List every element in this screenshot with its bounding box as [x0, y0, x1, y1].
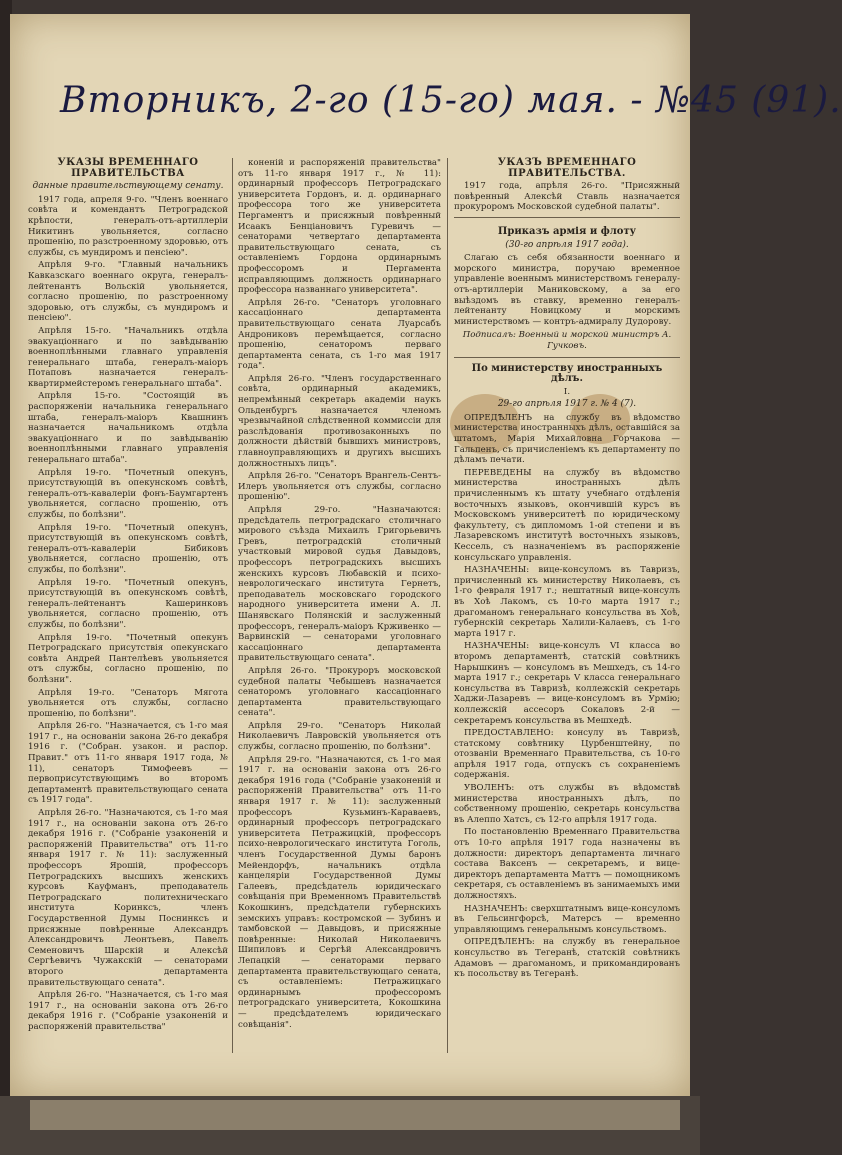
column-rule: [232, 158, 233, 1053]
ministry-number: I.: [563, 386, 571, 397]
column-1-paragraphs: [28, 195, 228, 1033]
army-order-box: [454, 217, 680, 358]
paragraph: Апрѣля 15-го. "Начальникъ отдѣла эвакуаціоннаго и по завѣдыванію военноплѣнными главнаго управленія генеральнаго штаба, генералъ-маіоръ Потаповъ назначается генералъ-квартирмейстеромъ генеральнаго штаба".: [28, 325, 228, 389]
column-1: [28, 158, 228, 1053]
paragraph: Апрѣля 29-го. "Назначаются: предсѣдатель петроградскаго столичнаго мирового съѣзда Михаилъ Григорьевичъ Гревъ, петроградскій столичный участковый мировой судья Давыдовъ, профессоръ петроградскихъ высшихъ женскихъ курсовъ Любавскій и психо-неврологическаго института Гернетъ, преподаватель московскаго городского народного университета имени А. Л. Шанявскаго Полянскій и заслуженный профессоръ, генералъ-маіоръ Крживенко — Варвинскій — сенаторами уголовнаго кассаціоннаго департамента правительствующаго сената".: [238, 505, 441, 664]
army-order-signature: Подписалъ: Военный и морской министръ А. Гучковъ.: [462, 330, 672, 351]
paragraph: НАЗНАЧЕНЫ: вице-консулъ VI класса во второмъ департаментѣ, статскій совѣтникъ Нарышкинъ — консуломъ въ Мешхедъ, съ 14-го марта 1917 г.; секретарь V класса генеральнаго консульства въ Тавризѣ, коллежскій секретарь Хаджи-Лазаревъ — вице-консуломъ въ Урмію; коллежскій ассесоръ Сокаловъ 2-й — секретаремъ консульства въ Мешхедѣ.: [454, 641, 680, 726]
paragraph: 1917 года, апреля 9-го. "Членъ военнаго совѣта и комендантъ Петроградской крѣпости, генералъ-отъ-артиллеріи Никитинъ увольняется, согласно прошенію, по разстроенному здоровью, отъ службы, съ мундиромъ и пенсіею".: [28, 194, 228, 258]
paragraph: Апрѣля 26-го. "Назначаются, съ 1-го мая 1917 г., на основаніи закона отъ 26-го декабря 1916 г. ("Собраніе узаконеній и распоряженій Правительства" отъ 11-го января 1917 г. № 11): заслуженный профессоръ Ярошій, профессоръ Петроградскихъ высшихъ женскихъ курсовъ Кауфманъ, преподаватель Петроградскаго политехническаго института Коринксъ, членъ Государственной Думы Поснинксъ и присяжные повѣренные Александръ Александровичъ Леонтьевъ, Павелъ Семеновичъ Шарскій и Алексѣй Сергѣевичъ Чужакскій — сенаторами второго департамента правительствующаго сената".: [28, 808, 228, 988]
paragraph: Апрѣля 26-го. "Прокуроръ московской судебной палаты Чебышевъ назначается сенаторомъ уголовнаго кассаціоннаго департамента правительствующаго сената".: [238, 665, 441, 719]
paragraph: НАЗНАЧЕНЪ: сверхштатнымъ вице-консуломъ въ Гельсингфорсѣ, Матерсъ — временно управляющимъ генеральнымъ консульствомъ.: [454, 903, 680, 935]
column-2-paragraphs: [238, 158, 441, 1030]
paper-edge: [30, 1100, 680, 1130]
handwritten-header: Вторникъ, 2-го (15-го) мая. - №45 (91).: [60, 80, 842, 121]
column-rule: [447, 158, 448, 1053]
ministry-paragraphs: [454, 413, 680, 980]
column-3: [454, 158, 680, 1053]
paragraph: Апрѣля 26-го. "Сенаторъ уголовнаго кассаціоннаго департамента правительствующаго сената Луарсабъ Андрониковъ перемѣщается, согласно прошенію, сенаторомъ перваго департамента сената, съ 1-го мая 1917 года".: [238, 297, 441, 372]
paragraph: УВОЛЕНЪ: отъ службы въ вѣдомствѣ министерства иностранныхъ дѣлъ, по собственному прошенію, секретарь консульства въ Алеппо Хатсъ, съ 12-го апрѣля 1917 года.: [454, 783, 680, 825]
paragraph: ПЕРЕВЕДЕНЫ на службу въ вѣдомство министерства иностранныхъ дѣлъ причисленнымъ къ штату учебнаго отдѣленія восточныхъ языковъ, окончившій курсъ въ Московскомъ университетѣ по юридическому факультету, съ дипломомъ 1-ой степени и въ Лазаревскомъ институтѣ восточныхъ языковъ, Кессель, съ назначеніемъ въ распоряженіе консульскаго управленія.: [454, 467, 680, 563]
paragraph: Апрѣля 9-го. "Главный начальникъ Кавказскаго военнаго округа, генералъ-лейтенантъ Вольскій увольняется, согласно прошенію, по разстроенному здоровью, отъ службы, съ мундиромъ и пенсіею".: [28, 260, 228, 324]
paragraph: Апрѣля 19-го. "Почетный опекунъ, присутствующій въ опекунскомъ совѣтѣ, генералъ-отъ-кавалеріи фонъ-Баумгартенъ увольняется, согласно прошенію, отъ службы, по болѣзни".: [28, 467, 228, 520]
paragraph: Апрѣля 29-го. "Сенаторъ Николай Николаевичъ Лавровскій увольняется отъ службы, согласно прошенію, по болѣзни".: [238, 720, 441, 753]
paragraph: По постановленію Временнаго Правительства отъ 10-го апрѣля 1917 года назначены въ должности: директоръ департамента личнаго состава Ваксенъ — секретаремъ, и вице-директоръ департамента Маттъ — помощникомъ секретаря, съ оставленіемъ въ занимаемыхъ ими должностяхъ.: [454, 827, 680, 901]
paragraph: Апрѣля 26-го. "Назначается, съ 1-го мая 1917 г., на основаніи закона 26-го декабря 1916 г. ("Собран. узакон. и распор. Правит." отъ 11-го января 1917 года, № 11), сенаторъ Тимофеевъ — первоприсутствующимъ во второмъ департаментѣ правительствующаго сената съ 1917 года".: [28, 721, 228, 806]
army-order-heading: Приказъ армія и флоту: [497, 225, 637, 237]
decree-subheading: данные правительствующему сенату.: [32, 181, 224, 192]
paragraph: ПРЕДОСТАВЛЕНО: консулу въ Тавризѣ, статскому совѣтнику Цурбенштейну, по отозваніи Временнаго Правительства, съ 10-го апрѣля 1917 года, отпускъ съ сохраненіемъ содержанія.: [454, 728, 680, 781]
ministry-heading: По министерству иностранныхъ дѣлъ.: [471, 362, 663, 385]
paragraph: Апрѣля 19-го. "Почетный опекунъ Петроградскаго присутствія опекунскаго совѣта Андрей Пантелѣевъ увольняется отъ службы, согласно прошенію, по болѣзни".: [28, 632, 228, 685]
paragraph: Апрѣля 19-го. "Почетный опекунъ, присутствующій въ опекунскомъ совѣтѣ, генералъ-отъ-кавалеріи Бибиковъ увольняется, согласно прошенію, отъ службы, по болѣзни".: [28, 522, 228, 575]
paragraph: ОПРЕДѢЛЕНЪ на службу въ вѣдомство министерства иностранныхъ дѣлъ, оставшійся за штатомъ, Марія Михайловна Горчакова — Гальпенъ, съ причисленіемъ къ департаменту по дѣламъ печати.: [454, 412, 680, 466]
army-order-date: (30-го апрѣля 1917 года).: [505, 239, 629, 250]
paragraph: Апрѣля 19-го. "Почетный опекунъ, присутствующій въ опекунскомъ совѣтѣ, генералъ-лейтенантъ Кашеринковъ увольняется, согласно прошенію, отъ службы, по болѣзни".: [28, 577, 228, 630]
paragraph: Апрѣля 29-го. "Назначаются, съ 1-го мая 1917 г. на основаніи закона отъ 26-го декабря 1916 года ("Собраніе узаконеній и распоряженій Правительства" отъ 11-го января 1917 г. № 11): заслуженный профессоръ Кузьминъ-Караваевъ, ординарный профессоръ петроградскаго университета Петражицкій, профессоръ психо-неврологическаго института Гоголь, членъ Государственной Думы баронъ Мейендорфъ, начальникъ отдѣла канцеляріи Государственной Думы Галеевъ, предсѣдатель юридическаго совѣщанія при Временномъ Правительствѣ Кокошкинъ, предсѣдатели губернскихъ земскихъ управъ: костромской — Зубинъ и тамбовской — Давыдовъ, и присяжные повѣренные: Николай Николаевичъ Шипиловъ и Сергѣй Александровичъ Лепацкій — сенаторами перваго департамента правительствующаго сената, съ оставленіемъ: Петражицкаго ординарнымъ профессоромъ петроградскаго университета, Кокошкина — предсѣдателемъ юридическаго совѣщанія".: [238, 754, 441, 1030]
army-order-text: Слагаю съ себя обязанности военнаго и морского министра, поручаю временное управленіе военнымъ министерствомъ генералу-отъ-артиллеріи Маниковскому, а за его выѣздомъ въ ставку, временно генералъ-лейтенанту Новицкому и морскимъ министерствомъ — контръ-адмиралу Дудорову.: [454, 253, 680, 327]
decree-text: 1917 года, апрѣля 26-го. "Присяжный повѣренный Алексѣй Ставль назначается прокуроромъ Московской судебной палаты".: [454, 181, 680, 213]
column-2: [238, 158, 441, 1053]
paragraph: Апрѣля 15-го. "Состоящій въ распоряженіи начальника генеральнаго штаба, генералъ-маіоръ Квашнинъ назначается начальникомъ отдѣла эвакуаціоннаго и по завѣдыванію военноплѣнными главнаго управленія генеральнаго штаба".: [28, 391, 228, 466]
paragraph: Апрѣля 26-го. "Членъ государственнаго совѣта, ординарный академикъ, непремѣнный секретарь академіи наукъ Ольденбургъ назначается членомъ чрезвычайной слѣдственной коммиссіи для разслѣдованія противозаконныхъ по должности дѣйствій бывшихъ министровъ, главноуправляющихъ и другихъ высшихъ должностныхъ лицъ".: [238, 373, 441, 469]
paragraph: Апрѣля 26-го. "Назначается, съ 1-го мая 1917 г., на основаніи закона отъ 26-го декабря 1916 г. ("Собраніе узаконеній и распоряженій правительства": [28, 990, 228, 1032]
ministry-date: 29-го апрѣля 1917 г. № 4 (7).: [497, 399, 637, 410]
paragraph: коненій и распоряженій правительства" отъ 11-го января 1917 г., № 11): ординарный профессоръ Петроградскаго университета Гордонъ, и. д. ординарнаго профессора того же университета Пергаментъ и присяжный повѣренный Исаакъ Бенціановичъ Гуревичъ — сенаторами четвертаго департамента правительствующаго сената, съ оставленіемъ Гордона ординарнымъ профессоромъ и Пергамента исправляющимъ должность ординарнаго профессора названнаго университета".: [238, 158, 441, 296]
paragraph: НАЗНАЧЕНЫ: вице-консуломъ въ Тавризъ, причисленный къ министерству Николаевъ, съ 1-го февраля 1917 г.; нештатный вице-консулъ въ Хоѣ Лакомъ, съ 10-го марта 1917 г.; драгоманомъ генеральнаго консульства въ Хоѣ, губернскій секретарь Халили-Калаевъ, съ 1-го марта 1917 г.: [454, 565, 680, 639]
decree-heading: УКАЗЫ ВРЕМЕННАГО ПРАВИТЕЛЬСТВА: [57, 157, 199, 179]
paragraph: ОПРЕДѢЛЕНЪ: на службу въ генеральное консульство въ Тегеранѣ, статскій совѣтникъ Адамовъ — драгоманомъ, и прикомандированъ къ посольству въ Тегеранѣ.: [454, 937, 680, 980]
paragraph: Апрѣля 26-го. "Сенаторъ Врангель-Сентъ-Илеръ увольняется отъ службы, согласно прошенію".: [238, 471, 441, 503]
paragraph: Апрѣля 19-го. "Сенаторъ Мягота увольняется отъ службы, согласно прошенію, по болѣзни".: [28, 687, 228, 719]
decree-heading-2: УКАЗЪ ВРЕМЕННАГО ПРАВИТЕЛЬСТВА.: [497, 157, 637, 179]
